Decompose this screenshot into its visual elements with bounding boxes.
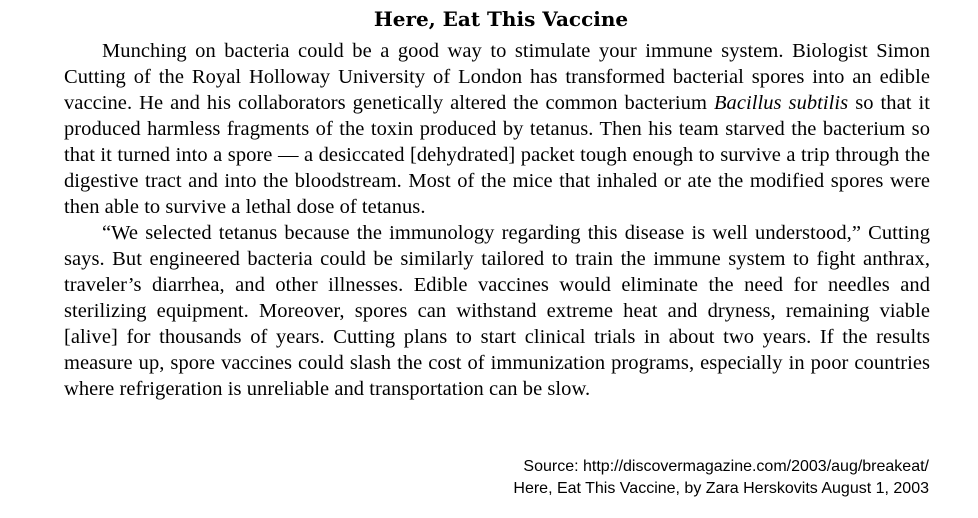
paragraph-1-text-start: Munching on bacteria could be a good way to stimulate your immune system. Biologist Simon Cutting of the Royal Holloway University of London has transformed bacterial spores into an edible vaccine. He and his collaborators genetically altered the common bacterium xyxy=(64,40,930,114)
article-title: Here, Eat This Vaccine xyxy=(373,7,629,31)
species-name: Bacillus subtilis xyxy=(713,92,849,114)
paragraph-1-text-end: so that it produced harmless fragments of the toxin produced by tetanus. Then his team starved the bacterium so that it turned into a spore — a desiccated [dehydrated] packet tough enough to survive a trip through the digestive tract and into the bloodstream. Most of the mice that inhaled or ate the modified spores were then able to survive a lethal dose of tetanus. xyxy=(64,92,930,218)
article-paragraph-1 xyxy=(64,38,930,220)
article xyxy=(64,6,930,402)
source-attribution-line: Here, Eat This Vaccine, by Zara Herskovits August 1, 2003 xyxy=(513,480,929,497)
source-url-line: Source: http://discovermagazine.com/2003/aug/breakeat/ xyxy=(523,458,929,475)
article-paragraph-2: “We selected tetanus because the immunology regarding this disease is well understood,” Cutting says. But engineered bacteria could be similarly tailored to train the immune system to fight anthrax, traveler’s diarrhea, and other illnesses. Edible vaccines would eliminate the need for needles and sterilizing equipment. Moreover, spores can withstand extreme heat and dryness, remaining viable [alive] for thousands of years. Cutting plans to start clinical trials in about two years. If the results measure up, spore vaccines could slash the cost of immunization programs, especially in poor countries where refrigeration is unreliable and transportation can be slow. xyxy=(64,222,930,400)
source-citation xyxy=(513,456,929,500)
